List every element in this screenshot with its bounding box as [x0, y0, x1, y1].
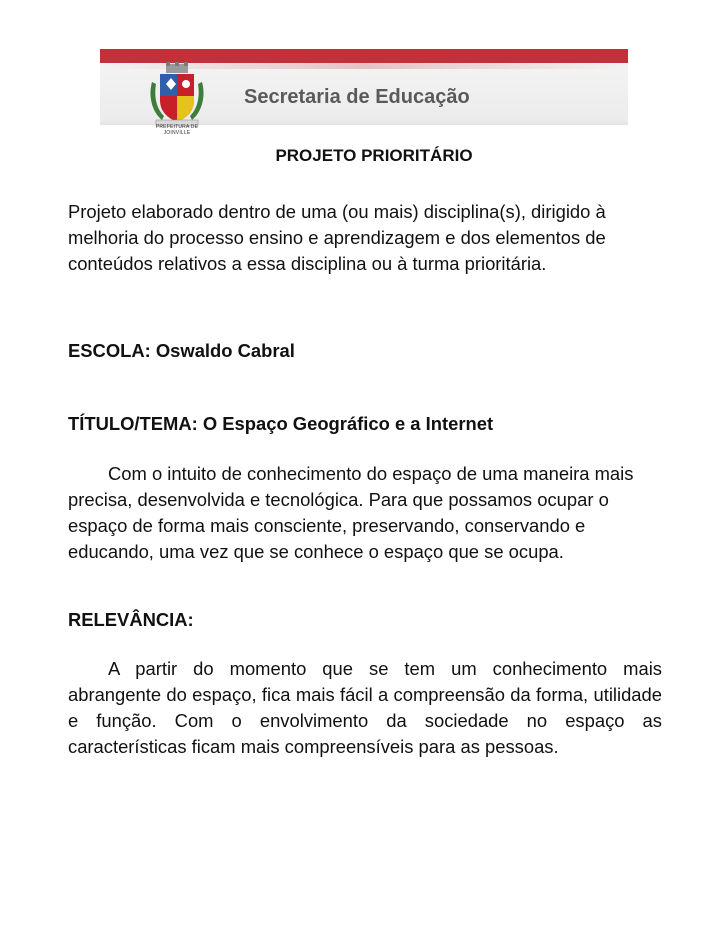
relevance-heading: RELEVÂNCIA:: [68, 609, 194, 630]
coat-of-arms-icon: [146, 62, 208, 132]
crest-caption: PREFEITURA DE JOINVILLE: [155, 124, 199, 136]
relevance-paragraph: A partir do momento que se tem um conhecimento mais abrangente do espaço, fica mais fácil a compreensão da forma, utilidade e função. Com o envolvimento da sociedade no espaço as características ficam mais compreensíveis para as pessoas.: [68, 658, 662, 757]
school-heading: ESCOLA: Oswaldo Cabral: [68, 340, 295, 361]
theme-heading: TÍTULO/TEMA: O Espaço Geográfico e a Internet: [68, 413, 494, 434]
definition-paragraph: Projeto elaborado dentro de uma (ou mais) disciplina(s), dirigido à melhoria do processo ensino e aprendizagem e dos elementos de conteúdos relativos a essa disciplina ou à turma prioritária.: [68, 201, 606, 274]
theme-paragraph: Com o intuito de conhecimento do espaço de uma maneira mais precisa, desenvolvida e tecnológica. Para que possamos ocupar o espaço de forma mais consciente, preservando, conservando e educando, uma vez que se conhece o espaço que se ocupa.: [68, 463, 634, 562]
page-title: PROJETO PRIORITÁRIO: [275, 146, 473, 165]
header-title: Secretaria de Educação: [244, 86, 470, 108]
